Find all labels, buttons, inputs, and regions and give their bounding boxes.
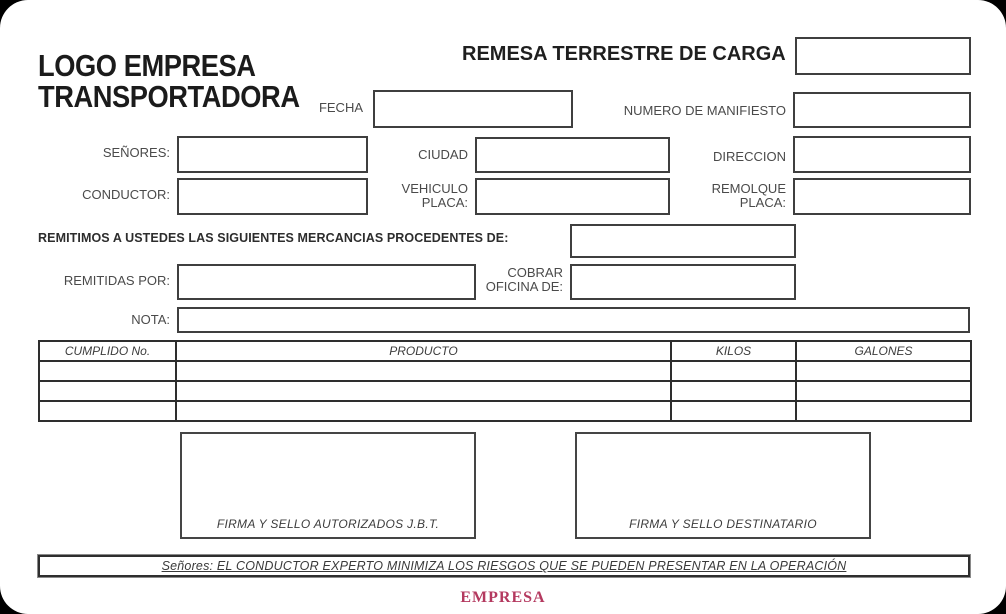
safety-notice-bar	[38, 555, 970, 577]
form-title: REMESA TERRESTRE DE CARGA	[462, 43, 786, 65]
senores-field[interactable]	[177, 136, 368, 173]
manifiesto-field[interactable]	[793, 92, 971, 128]
direccion-label: DIRECCION	[713, 149, 786, 164]
table-cell[interactable]	[671, 381, 796, 401]
fecha-field[interactable]	[373, 90, 573, 128]
nota-field[interactable]	[177, 307, 970, 333]
column-header-kilos: KILOS	[671, 341, 796, 361]
table-cell[interactable]	[671, 361, 796, 381]
brand-footer: EMPRESA	[460, 589, 546, 606]
table-cell[interactable]	[796, 381, 971, 401]
column-header-producto: PRODUCTO	[176, 341, 671, 361]
remitimos-label: REMITIMOS A USTEDES LAS SIGUIENTES MERCANCIAS PROCEDENTES DE:	[38, 231, 509, 245]
table-cell[interactable]	[796, 401, 971, 421]
table-row	[39, 401, 971, 421]
company-logo	[38, 50, 300, 112]
signature-label-authorized: FIRMA Y SELLO AUTORIZADOS J.B.T.	[216, 517, 440, 531]
goods-table-body	[39, 361, 971, 421]
ciudad-field[interactable]	[475, 137, 670, 173]
table-cell[interactable]	[176, 361, 671, 381]
vehiculo-placa-label: VEHICULO PLACA:	[401, 181, 468, 210]
table-row	[39, 381, 971, 401]
column-header-cumplido: CUMPLIDO No.	[39, 341, 176, 361]
table-row	[39, 361, 971, 381]
table-cell[interactable]	[176, 401, 671, 421]
nota-label: NOTA:	[131, 312, 170, 327]
conductor-field[interactable]	[177, 178, 368, 215]
remesa-number-field[interactable]	[795, 37, 971, 75]
vehiculo-placa-field[interactable]	[475, 178, 670, 215]
table-cell[interactable]	[796, 361, 971, 381]
cobrar-oficina-field[interactable]	[570, 264, 796, 300]
table-cell[interactable]	[39, 381, 176, 401]
remolque-placa-label: REMOLQUE PLACA:	[711, 181, 786, 210]
procedentes-field[interactable]	[570, 224, 796, 258]
fecha-label: FECHA	[318, 100, 363, 115]
remitidas-por-field[interactable]	[177, 264, 476, 300]
signature-label-recipient: FIRMA Y SELLO DESTINATARIO	[629, 517, 817, 531]
table-cell[interactable]	[671, 401, 796, 421]
conductor-label: CONDUCTOR:	[82, 187, 170, 202]
senores-label: SEÑORES:	[102, 145, 170, 160]
remitidas-por-label: REMITIDAS POR:	[63, 273, 170, 288]
ciudad-label: CIUDAD	[418, 147, 468, 162]
goods-table-header-row	[39, 341, 971, 361]
table-cell[interactable]	[39, 401, 176, 421]
cobrar-oficina-label: COBRAR OFICINA DE:	[485, 265, 563, 294]
table-cell[interactable]	[176, 381, 671, 401]
signature-box-authorized[interactable]	[180, 432, 476, 539]
logo-line-1: LOGO EMPRESA	[38, 48, 256, 83]
direccion-field[interactable]	[793, 136, 971, 173]
signature-box-recipient[interactable]	[575, 432, 871, 539]
manifiesto-label: NUMERO DE MANIFIESTO	[623, 103, 786, 118]
logo-line-2: TRANSPORTADORA	[38, 79, 300, 114]
safety-notice-text: Señores: EL CONDUCTOR EXPERTO MINIMIZA LOS RIESGOS QUE SE PUEDEN PRESENTAR EN LA OPERACIÓN	[161, 559, 847, 573]
table-cell[interactable]	[39, 361, 176, 381]
column-header-galones: GALONES	[796, 341, 971, 361]
goods-table	[38, 340, 972, 422]
remolque-placa-field[interactable]	[793, 178, 971, 215]
